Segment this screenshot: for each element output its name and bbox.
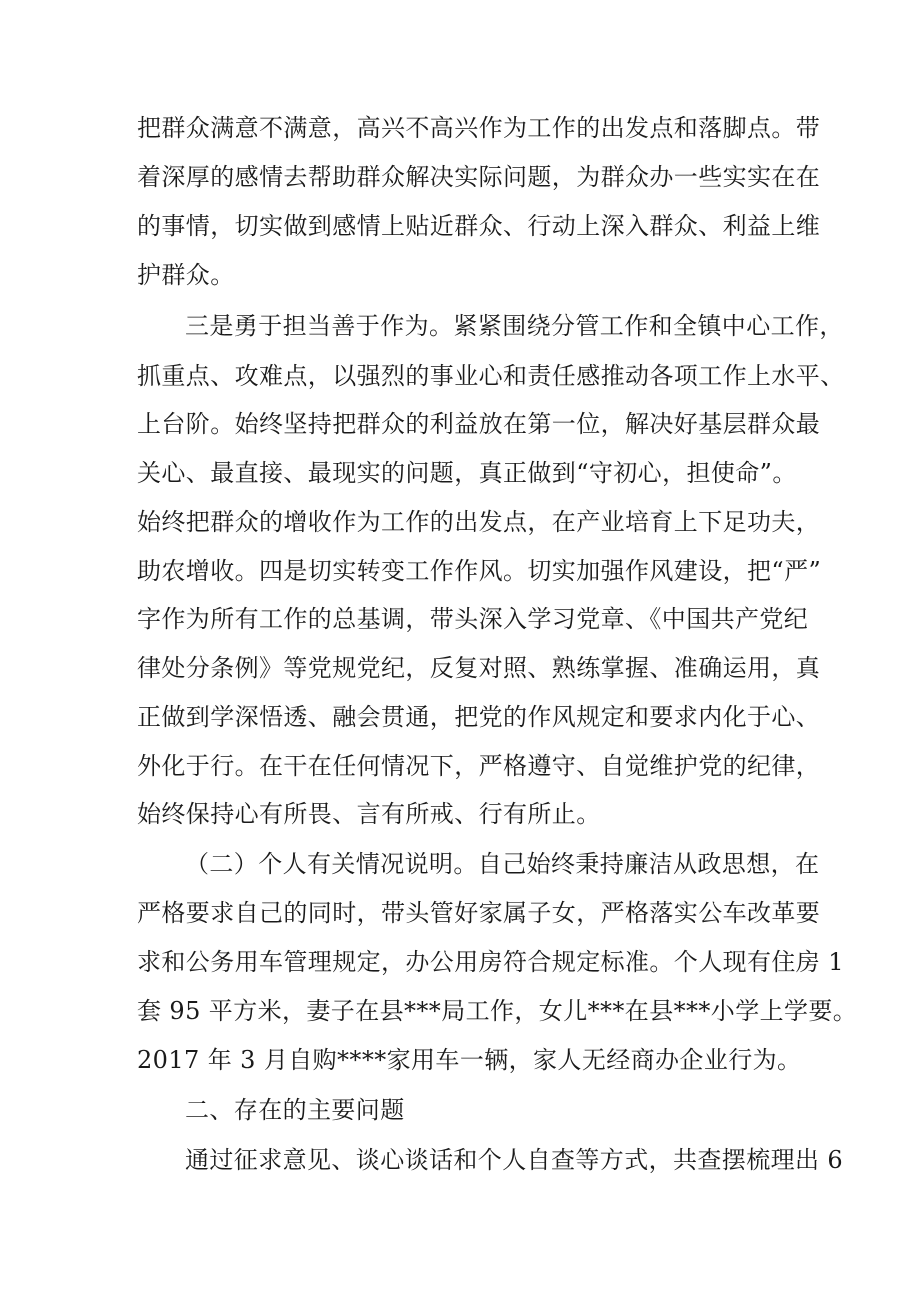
text-line: 套 95 平方米，妻子在县***局工作，女儿***在县***小学上学要。: [137, 997, 858, 1025]
text-line: 求和公务用车管理规定，办公用房符合规定标准。个人现有住房 1: [137, 948, 844, 976]
text-line: 始终把群众的增收作为工作的出发点，在产业培育上下足功夫，: [137, 508, 821, 536]
text-line: 护群众。: [137, 261, 235, 289]
text-line: 把群众满意不满意，高兴不高兴作为工作的出发点和落脚点。带: [137, 114, 821, 142]
text-line: 律处分条例》等党规党纪，反复对照、熟练掌握、准确运用，真: [137, 654, 821, 682]
text-line: 2017 年 3 月自购****家用车一辆，家人无经商办企业行为。: [137, 1046, 802, 1074]
text-line: 字作为所有工作的总基调，带头深入学习党章、《中国共产党纪: [137, 605, 809, 633]
text-line: 关心、最直接、最现实的问题，真正做到“守初心，担使命”。: [137, 459, 797, 487]
section-heading: 二、存在的主要问题: [185, 1096, 405, 1124]
paragraph-first-line: 通过征求意见、谈心谈话和个人自查等方式，共查摆梳理出 6: [185, 1146, 844, 1174]
text-line: 助农增收。四是切实转变工作作风。切实加强作风建设，把“严”: [137, 557, 822, 585]
text-line: 外化于行。在干在任何情况下，严格遵守、自觉维护党的纪律，: [137, 752, 821, 780]
text-line: 的事情，切实做到感情上贴近群众、行动上深入群众、利益上维: [137, 212, 821, 240]
text-line: 始终保持心有所畏、言有所戒、行有所止。: [137, 800, 601, 828]
paragraph-first-line: 三是勇于担当善于作为。紧紧围绕分管工作和全镇中心工作，: [185, 312, 844, 340]
text-line: 抓重点、攻难点，以强烈的事业心和责任感推动各项工作上水平、: [137, 362, 845, 390]
text-line: 正做到学深悟透、融会贯通，把党的作风规定和要求内化于心、: [137, 703, 821, 731]
text-line: 严格要求自己的同时，带头管好家属子女，严格落实公车改革要: [137, 899, 821, 927]
paragraph-first-line: （二）个人有关情况说明。自己始终秉持廉洁从政思想，在: [185, 850, 820, 878]
text-line: 上台阶。始终坚持把群众的利益放在第一位，解决好基层群众最: [137, 410, 821, 438]
text-line: 着深厚的感情去帮助群众解决实际问题，为群众办一些实实在在: [137, 163, 821, 191]
